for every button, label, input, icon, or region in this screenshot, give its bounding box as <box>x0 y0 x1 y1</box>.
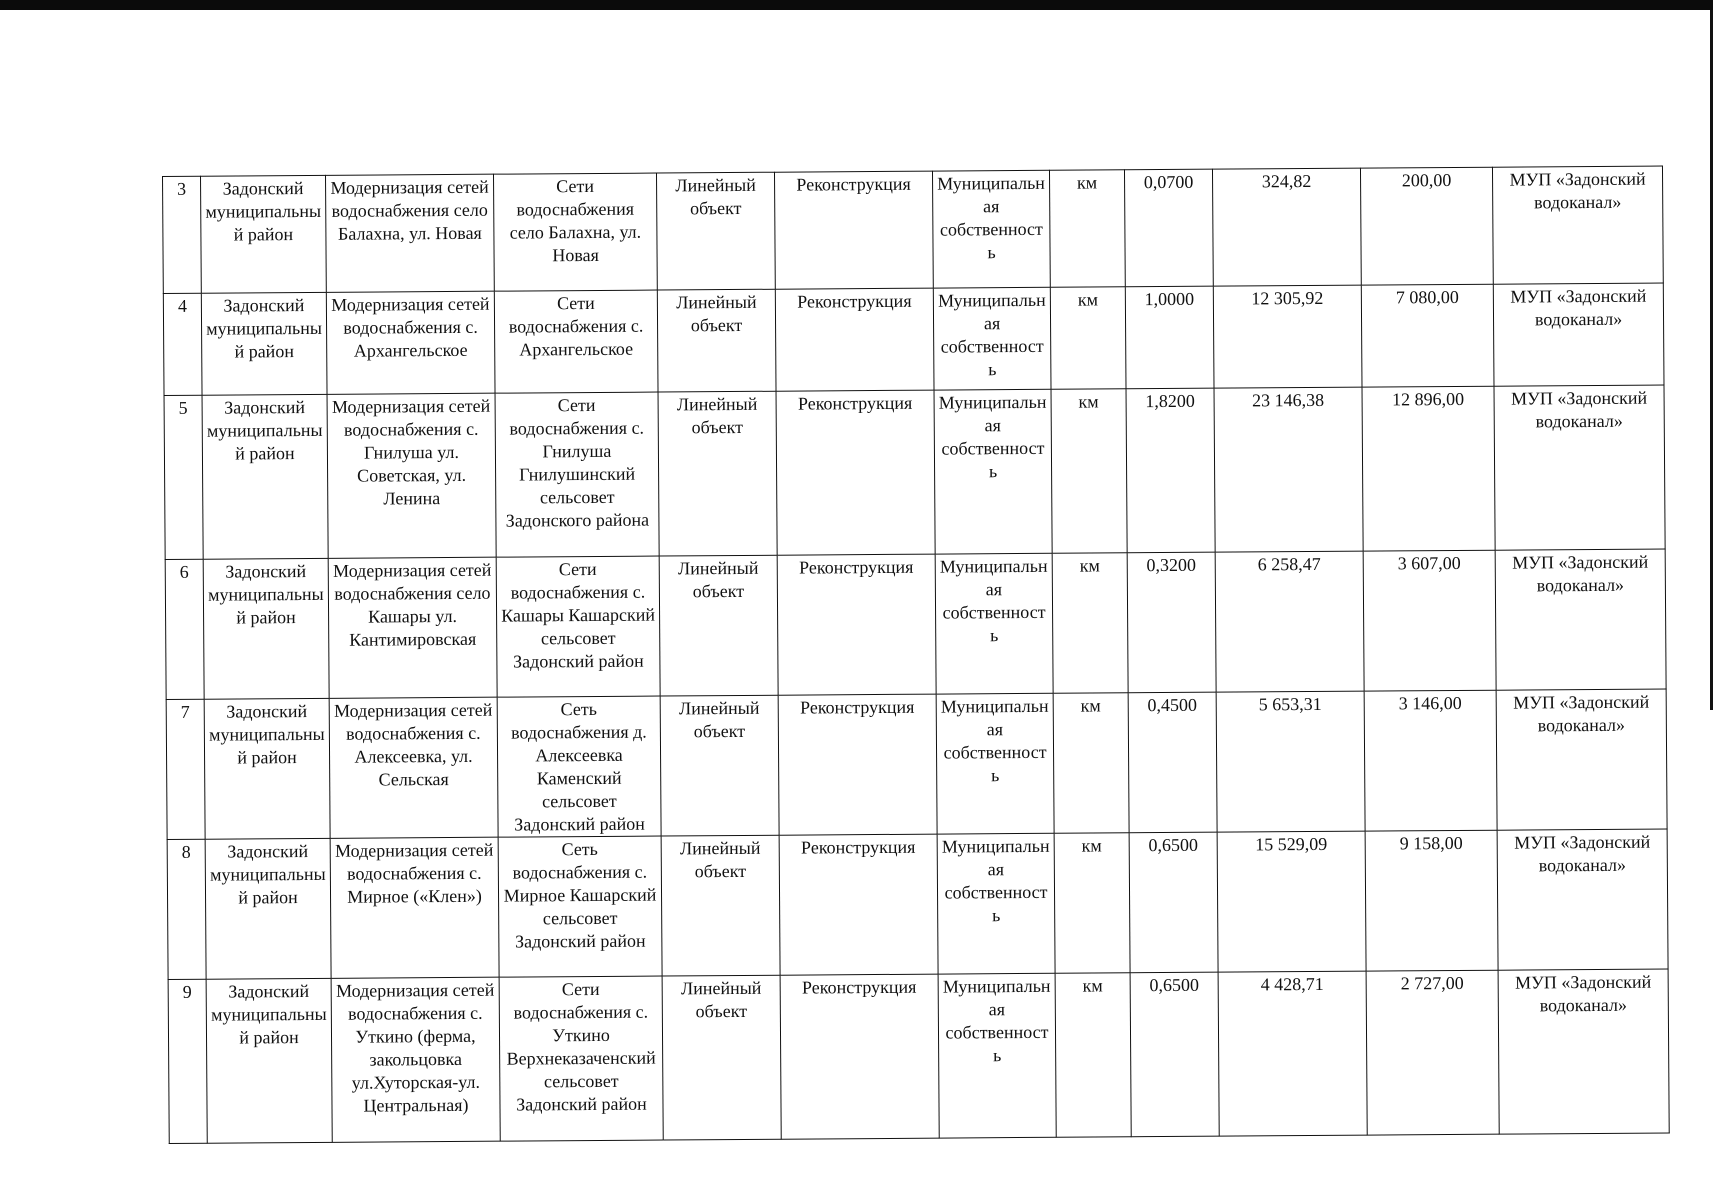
row-number: 4 <box>163 293 202 395</box>
operator-cell: МУП «Задонский водоканал» <box>1492 166 1663 284</box>
object-type-cell: Линейный объект <box>661 835 780 976</box>
work-type-cell: Реконструкция <box>777 554 936 695</box>
table-row <box>166 689 1667 839</box>
cost-total-cell: 6 258,47 <box>1215 551 1364 692</box>
cost-part-cell: 3 146,00 <box>1364 690 1497 831</box>
table-row <box>165 549 1666 699</box>
cost-part-cell: 2 727,00 <box>1366 970 1499 1135</box>
length-cell: 0,6500 <box>1129 832 1218 973</box>
cost-part-cell: 3 607,00 <box>1363 550 1496 691</box>
ownership-cell: Муниципальная собственность <box>935 553 1053 694</box>
project-cell: Модернизация сетей водоснабжения с. Гнилуша ул. Советская, ул. Ленина <box>327 393 496 558</box>
length-cell: 0,4500 <box>1128 692 1217 833</box>
district-cell: Задонский муниципальный район <box>203 558 329 699</box>
cost-total-cell: 23 146,38 <box>1214 387 1363 552</box>
cost-part-cell: 9 158,00 <box>1365 830 1498 971</box>
project-cell: Модернизация сетей водоснабжения с. Уткино (ферма, закольцовка ул.Хуторская-ул. Центральная) <box>331 977 500 1142</box>
work-type-cell: Реконструкция <box>776 390 935 555</box>
object-type-cell: Линейный объект <box>660 695 779 836</box>
table-row <box>164 385 1665 559</box>
object-cell: Сети водоснабжения с. Уткино Верхнеказаченский сельсовет Задонский район <box>499 976 663 1141</box>
row-number: 7 <box>166 699 205 839</box>
table-row <box>163 166 1664 293</box>
unit-cell: км <box>1052 553 1128 694</box>
district-cell: Задонский муниципальный район <box>202 394 328 559</box>
row-number: 8 <box>167 839 206 979</box>
district-cell: Задонский муниципальный район <box>205 838 331 979</box>
object-cell: Сеть водоснабжения д. Алексеевка Каменский сельсовет Задонский район <box>497 696 661 837</box>
operator-cell: МУП «Задонский водоканал» <box>1495 549 1666 690</box>
cost-part-cell: 200,00 <box>1360 167 1493 285</box>
work-type-cell: Реконструкция <box>779 834 938 975</box>
row-number: 3 <box>163 176 202 293</box>
length-cell: 0,0700 <box>1124 169 1213 287</box>
cost-total-cell: 4 428,71 <box>1218 971 1367 1136</box>
work-type-cell: Реконструкция <box>780 974 939 1139</box>
operator-cell: МУП «Задонский водоканал» <box>1497 829 1668 970</box>
table-row <box>168 969 1669 1143</box>
work-type-cell: Реконструкция <box>778 694 937 835</box>
scan-top-border <box>0 0 1713 10</box>
operator-cell: МУП «Задонский водоканал» <box>1498 969 1669 1134</box>
district-cell: Задонский муниципальный район <box>201 175 327 293</box>
row-number: 5 <box>164 395 203 559</box>
ownership-cell: Муниципальная собственность <box>937 833 1055 974</box>
cost-part-cell: 7 080,00 <box>1361 284 1494 387</box>
object-type-cell: Линейный объект <box>658 391 777 556</box>
ownership-cell: Муниципальная собственность <box>934 389 1052 554</box>
object-type-cell: Линейный объект <box>662 975 781 1140</box>
cost-total-cell: 15 529,09 <box>1217 831 1366 972</box>
operator-cell: МУП «Задонский водоканал» <box>1493 283 1664 386</box>
object-cell: Сети водоснабжения село Балахна, ул. Новая <box>493 173 657 291</box>
operator-cell: МУП «Задонский водоканал» <box>1494 385 1665 550</box>
object-type-cell: Линейный объект <box>656 172 775 290</box>
cost-part-cell: 12 896,00 <box>1362 386 1495 551</box>
cost-total-cell: 324,82 <box>1212 168 1361 286</box>
unit-cell: км <box>1049 170 1125 288</box>
district-cell: Задонский муниципальный район <box>206 978 332 1143</box>
work-type-cell: Реконструкция <box>774 171 933 289</box>
cost-total-cell: 5 653,31 <box>1216 691 1365 832</box>
district-cell: Задонский муниципальный район <box>201 292 327 395</box>
unit-cell: км <box>1050 287 1126 390</box>
unit-cell: км <box>1054 833 1130 974</box>
project-cell: Модернизация сетей водоснабжения с. Мирное («Клен») <box>330 837 499 978</box>
row-number: 9 <box>168 979 207 1143</box>
ownership-cell: Муниципальная собственность <box>938 973 1056 1138</box>
table-row <box>167 829 1668 979</box>
table-row <box>163 283 1664 395</box>
length-cell: 1,0000 <box>1125 286 1214 389</box>
work-type-cell: Реконструкция <box>775 288 934 391</box>
object-cell: Сети водоснабжения с. Кашары Кашарский сельсовет Задонский район <box>496 556 660 697</box>
unit-cell: км <box>1051 389 1127 554</box>
project-cell: Модернизация сетей водоснабжения с. Алексеевка, ул. Сельская <box>329 697 498 838</box>
ownership-cell: Муниципальная собственность <box>933 287 1051 390</box>
object-type-cell: Линейный объект <box>657 289 776 392</box>
object-cell: Сети водоснабжения с. Архангельское <box>494 290 658 393</box>
district-cell: Задонский муниципальный район <box>204 698 330 839</box>
project-cell: Модернизация сетей водоснабжения село Балахна, ул. Новая <box>325 174 494 292</box>
unit-cell: км <box>1053 693 1129 834</box>
ownership-cell: Муниципальная собственность <box>936 693 1054 834</box>
project-cell: Модернизация сетей водоснабжения село Кашары ул. Кантимировская <box>328 557 497 698</box>
object-cell: Сети водоснабжения с. Гнилуша Гнилушинский сельсовет Задонского района <box>495 392 659 557</box>
length-cell: 0,6500 <box>1130 972 1219 1137</box>
project-cell: Модернизация сетей водоснабжения с. Архангельское <box>326 291 495 394</box>
object-type-cell: Линейный объект <box>659 555 778 696</box>
unit-cell: км <box>1055 973 1131 1138</box>
cost-total-cell: 12 305,92 <box>1213 285 1362 388</box>
object-cell: Сеть водоснабжения с. Мирное Кашарский сельсовет Задонский район <box>498 836 662 977</box>
length-cell: 1,8200 <box>1126 388 1215 553</box>
length-cell: 0,3200 <box>1127 552 1216 693</box>
ownership-cell: Муниципальная собственность <box>932 170 1050 288</box>
investment-table <box>162 166 1670 1144</box>
operator-cell: МУП «Задонский водоканал» <box>1496 689 1667 830</box>
row-number: 6 <box>165 559 204 699</box>
